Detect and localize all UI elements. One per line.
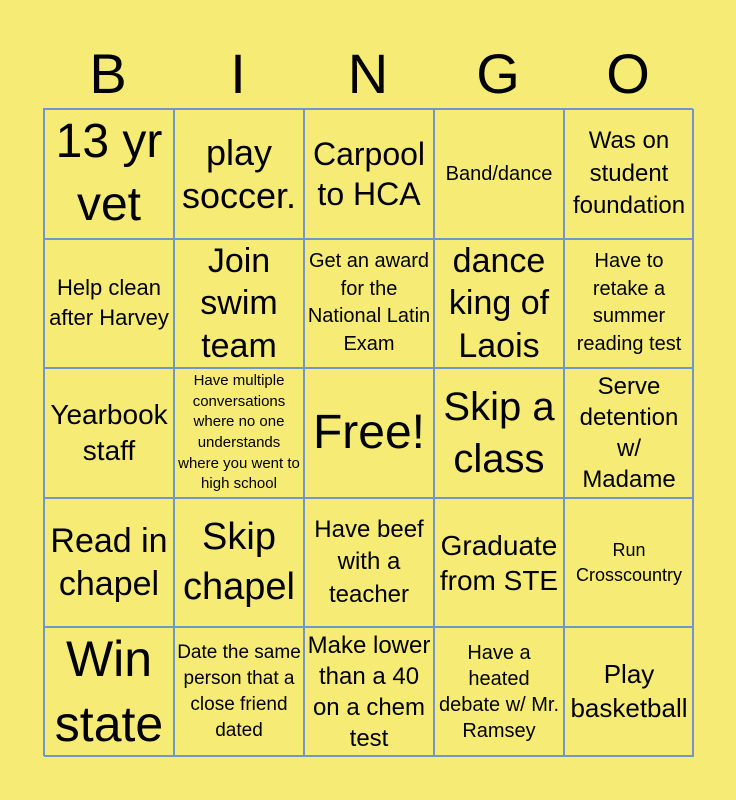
header-letter-o: O [606,42,650,105]
bingo-cell-text: Date the same person that a close friend dated [177,641,301,742]
bingo-cell[interactable] [564,239,694,369]
bingo-cell-text: Serve detention w/ Madame [579,372,679,494]
bingo-header [43,40,693,108]
bingo-cell-text: Play basketball [570,659,688,724]
bingo-cell[interactable] [434,368,564,498]
bingo-cell[interactable] [304,239,434,369]
bingo-cell-text: Have beef with a teacher [314,515,424,608]
bingo-cell-text: Was on student foundation [572,127,686,219]
bingo-cell[interactable] [174,368,304,498]
bingo-cell-text: Skip chapel [183,516,295,608]
bingo-cell-text: play soccer. [181,131,297,216]
bingo-grid [43,108,693,756]
bingo-cell-text: Read in chapel [50,522,168,603]
bingo-cell-text: Have multiple conversations where no one understands where you went to high school [178,372,300,493]
bingo-cell[interactable] [44,109,174,239]
bingo-cell[interactable] [304,368,434,498]
bingo-cell-text: 13 yr vet [55,115,163,231]
header-letter-n: N [347,42,389,105]
bingo-cell[interactable] [304,109,434,239]
bingo-cell-text: Have to retake a summer reading test [576,250,682,355]
bingo-cell-text: Run Crosscountry [575,540,683,585]
bingo-cell-text: Free! [312,406,426,460]
bingo-cell[interactable] [174,239,304,369]
bingo-cell[interactable] [304,498,434,628]
bingo-cell[interactable] [564,498,694,628]
bingo-cell[interactable] [434,239,564,369]
bingo-cell-text: Band/dance [445,162,553,185]
bingo-cell-text: Win state [54,631,164,753]
bingo-cell-text: Get an award for the National Latin Exam [307,250,431,355]
bingo-cell-text: Skip a class [443,384,555,481]
bingo-cell-text: Make lower than a 40 on a chem test [307,631,431,753]
bingo-cell-text: dance king of Laois [448,241,550,365]
bingo-cell[interactable] [434,498,564,628]
bingo-cell[interactable] [44,627,174,757]
bingo-cell[interactable] [174,498,304,628]
bingo-cell-text: Have a heated debate w/ Mr. Ramsey [438,642,560,743]
bingo-cell[interactable] [44,498,174,628]
bingo-cell-text: Yearbook staff [50,398,168,466]
header-letter-b: B [89,42,127,105]
header-letter-i: I [230,42,246,105]
bingo-cell[interactable] [434,109,564,239]
bingo-cell[interactable] [564,368,694,498]
bingo-cell[interactable] [174,627,304,757]
bingo-cell[interactable] [44,368,174,498]
bingo-cell-text: Help clean after Harvey [49,274,169,331]
bingo-cell[interactable] [434,627,564,757]
bingo-cell-text: Graduate from STE [439,529,559,596]
bingo-cell[interactable] [564,627,694,757]
header-letter-g: G [476,42,520,105]
bingo-cell-text: Carpool to HCA [312,135,426,212]
bingo-cell[interactable] [174,109,304,239]
bingo-cell[interactable] [304,627,434,757]
bingo-cell-text: Join swim team [200,241,278,365]
bingo-cell[interactable] [564,109,694,239]
bingo-cell[interactable] [44,239,174,369]
